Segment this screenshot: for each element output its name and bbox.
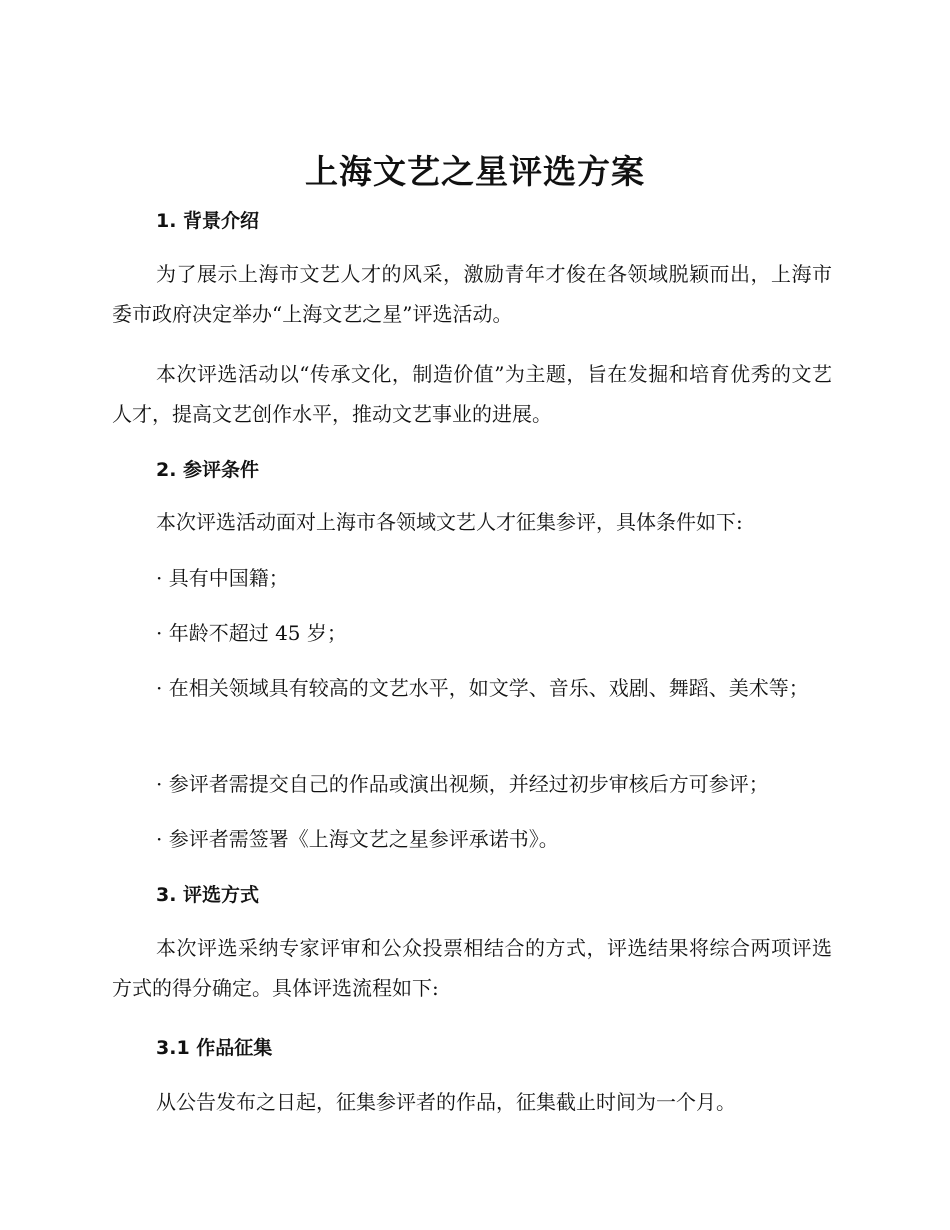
background-paragraph-2: 本次评选活动以“传承文化，制造价值”为主题，旨在发掘和培育优秀的文艺人才，提高文艺创作水平，推动文艺事业的进展。 xyxy=(112,362,832,426)
background-paragraph-1: 为了展示上海市文艺人才的风采，激励青年才俊在各领域脱颖而出，上海市委市政府决定举办“上海文艺之星”评选活动。 xyxy=(112,262,832,326)
section-heading-background: 1. 背景介绍 xyxy=(156,210,260,232)
section-heading-method: 3. 评选方式 xyxy=(156,884,260,906)
conditions-item-level: · 在相关领域具有较高的文艺水平，如文学、音乐、戏剧、舞蹈、美术等； xyxy=(156,676,809,700)
conditions-item-pledge: · 参评者需签署《上海文艺之星参评承诺书》。 xyxy=(156,827,559,851)
conditions-intro: 本次评选活动面对上海市各领域文艺人才征集参评，具体条件如下: xyxy=(156,510,743,534)
conditions-item-submission: · 参评者需提交自己的作品或演出视频，并经过初步审核后方可参评； xyxy=(156,772,769,796)
conditions-item-nationality: · 具有中国籍； xyxy=(156,566,289,590)
method-intro: 本次评选采纳专家评审和公众投票相结合的方式，评选结果将综合两项评选方式的得分确定。具体评选流程如下: xyxy=(112,936,832,1000)
section-heading-collection: 3.1 作品征集 xyxy=(156,1037,273,1059)
conditions-item-age: · 年龄不超过 45 岁； xyxy=(156,621,347,645)
section-heading-conditions: 2. 参评条件 xyxy=(156,459,260,481)
collection-text: 从公告发布之日起，征集参评者的作品，征集截止时间为一个月。 xyxy=(156,1090,736,1114)
document-title: 上海文艺之星评选方案 xyxy=(305,152,645,191)
